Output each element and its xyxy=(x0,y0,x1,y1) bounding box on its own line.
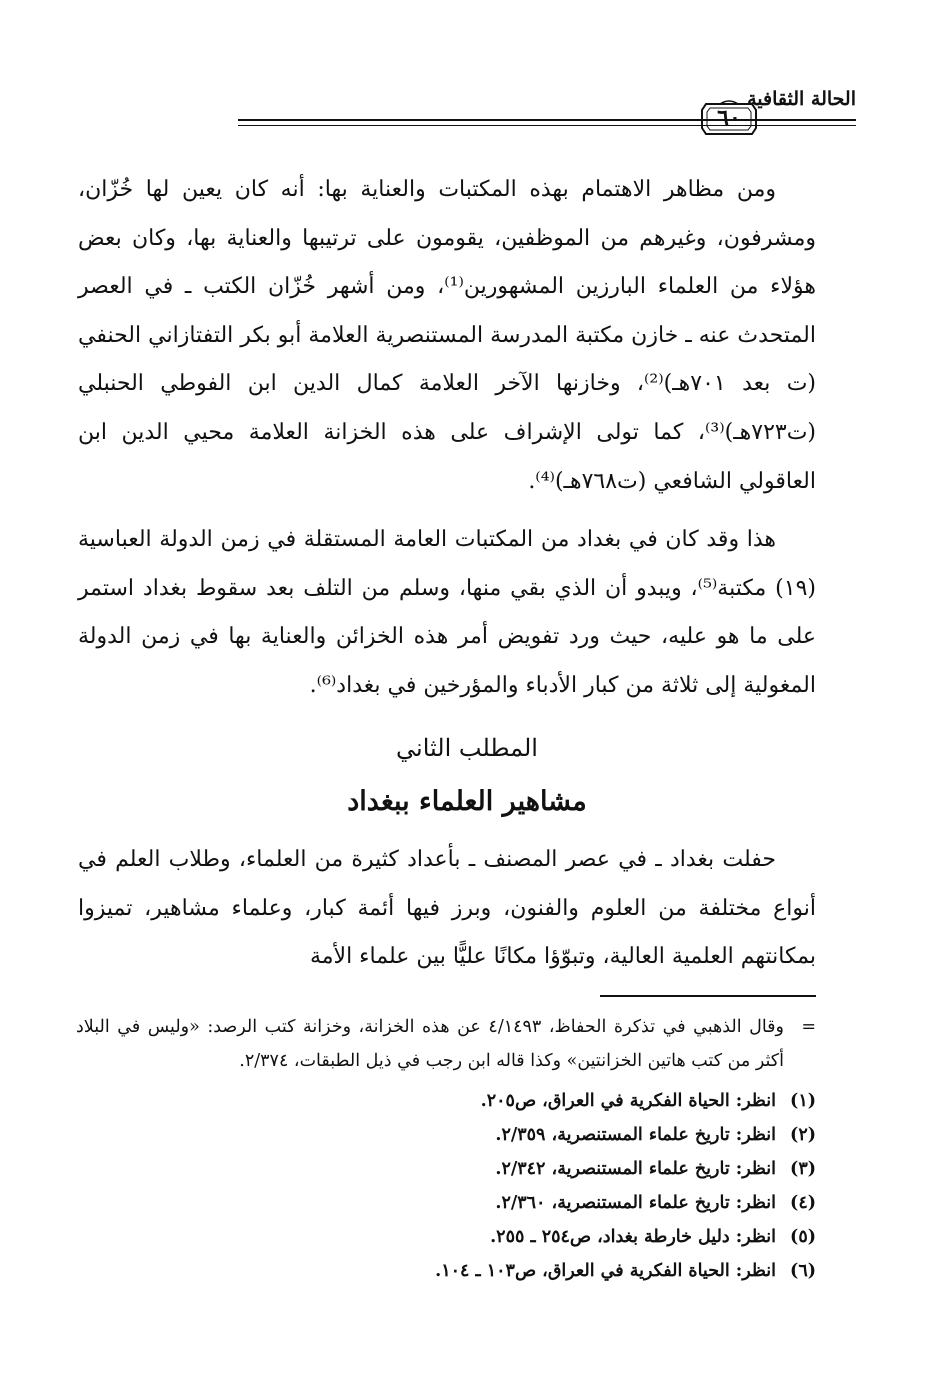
footnote-1 xyxy=(76,1084,816,1118)
footnote-6 xyxy=(76,1254,816,1288)
footnote-continuation xyxy=(76,1010,816,1078)
footnotes xyxy=(76,1010,816,1288)
footnote-number: (٦) xyxy=(790,1261,816,1281)
footnote-text: انظر: تاريخ علماء المستنصرية، ٢/٣٤٢. xyxy=(495,1159,776,1179)
body-text-bottom xyxy=(78,836,816,992)
footnote-separator xyxy=(600,995,816,997)
footnote-number: (١) xyxy=(790,1091,816,1111)
footnote-2 xyxy=(76,1118,816,1152)
running-title: الحالة الثقافية xyxy=(747,88,856,110)
footnote-5 xyxy=(76,1220,816,1254)
footnote-4 xyxy=(76,1186,816,1220)
footnote-text: انظر: الحياة الفكرية في العراق، ص٢٠٥. xyxy=(480,1091,776,1111)
paragraph-1: ومن مظاهر الاهتمام بهذه المكتبات والعناية بها: أنه كان يعين لها خُزّان، ومشرفون، وغيرهم من الموظفين، يقومون على ترتيبها والعناية بها، وكان بعض هؤلاء من العلماء البارزين المشهورين⁽¹⁾، ومن أشهر خُزّان الكتب ـ في العصر المتحدث عنه ـ خازن مكتبة المدرسة المستنصرية العلامة أبو بكر التفتازاني الحنفي (ت بعد ٧٠١هـ)⁽²⁾، وخازنها الآخر العلامة كمال الدين ابن الفوطي الحنبلي (ت٧٢٣هـ)⁽³⁾، كما تولى الإشراف على هذه الخزانة العلامة محيي الدين ابن العاقولي الشافعي (ت٧٦٨هـ)⁽⁴⁾. xyxy=(78,177,817,494)
page-number-badge xyxy=(700,100,758,136)
continuation-mark: = xyxy=(801,1017,816,1037)
footnote-text: انظر: الحياة الفكرية في العراق، ص١٠٣ ـ ١٠٤. xyxy=(435,1261,776,1281)
continuation-text: وقال الذهبي في تذكرة الحفاظ، ٤/١٤٩٣ عن هذه الخزانة، وخزانة كتب الرصد: «وليس في البلاد أكثر من كتب هاتين الخزانتين» وكذا قاله ابن رجب في ذيل الطبقات، ٢/٣٧٤. xyxy=(76,1017,784,1071)
footnote-text: انظر: تاريخ علماء المستنصرية، ٢/٣٦٠. xyxy=(495,1193,776,1213)
header-rule-left-thin xyxy=(758,125,814,126)
footnote-3 xyxy=(76,1152,816,1186)
footnote-number: (٢) xyxy=(790,1125,816,1145)
header-rule-left xyxy=(758,119,814,121)
section-subtitle: المطلب الثاني xyxy=(396,734,538,762)
paragraph-3: حفلت بغداد ـ في عصر المصنف ـ بأعداد كثيرة من العلماء، وطلاب العلم في أنواع مختلفة من العلوم والفنون، وبرز فيها أئمة كبار، وعلماء مشاهير، تميزوا بمكانتهم العلمية العالية، وتبوّؤا مكانًا عليًّا بين علماء الأمة xyxy=(78,847,816,970)
footnote-number: (٥) xyxy=(790,1227,816,1247)
page-number: ٦٠ xyxy=(717,105,741,131)
paragraph-2: هذا وقد كان في بغداد من المكتبات العامة المستقلة في زمن الدولة العباسية (١٩) مكتبة⁽⁵⁾، ويبدو أن الذي بقي منها، وسلم من التلف بعد سقوط بغداد استمر على ما هو عليه، حيث ورد تفويض أمر هذه الخزائن والعناية بها في زمن الدولة المغولية إلى ثلاثة من كبار الأدباء والمؤرخين في بغداد⁽⁶⁾. xyxy=(78,527,816,698)
body-text-top xyxy=(78,166,816,721)
footnote-number: (٤) xyxy=(790,1193,816,1213)
section-title: مشاهير العلماء ببغداد xyxy=(347,786,587,817)
footnote-text: انظر: دليل خارطة بغداد، ص٢٥٤ ـ ٢٥٥. xyxy=(490,1227,776,1247)
footnote-text: انظر: تاريخ علماء المستنصرية، ٢/٣٥٩. xyxy=(495,1125,776,1145)
footnote-number: (٣) xyxy=(790,1159,816,1179)
